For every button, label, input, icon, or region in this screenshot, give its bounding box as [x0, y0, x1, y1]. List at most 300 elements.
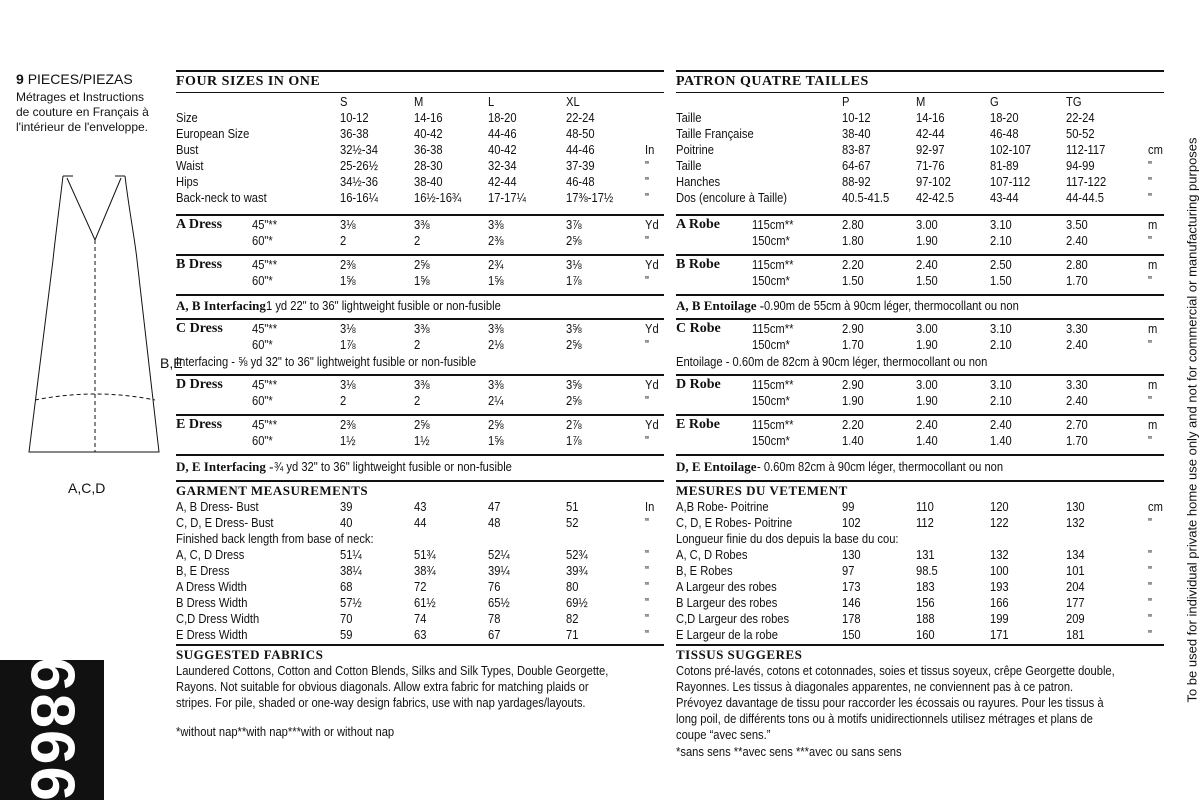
yardage-value: 2.40	[990, 417, 1012, 432]
garment-value: 134	[1066, 547, 1085, 562]
garment-value: 51	[566, 499, 579, 514]
fabrics-title: SUGGESTED FABRICS	[176, 647, 324, 662]
garment-value: 51¼	[340, 547, 362, 562]
yardage-unit: "	[645, 433, 649, 448]
yardage-value: 2¼	[488, 393, 504, 408]
view-label-be: B,E	[160, 355, 183, 371]
yardage-value: 3⅜	[488, 377, 504, 392]
garment-label: A, C, D Dress	[176, 547, 245, 562]
measure-value: 32½-34	[340, 142, 378, 157]
measure-value: 16-16¼	[340, 190, 378, 205]
garment-value: 102	[842, 515, 861, 530]
measure-label: Taille	[676, 158, 702, 173]
yardage-unit: "	[1148, 433, 1152, 448]
garment-value: 122	[990, 515, 1009, 530]
measure-value: 88-92	[842, 174, 871, 189]
garment-value: 40	[340, 515, 353, 530]
yardage-unit: m	[1148, 417, 1158, 432]
garment-unit: "	[645, 627, 649, 642]
footnote: *sans sens **avec sens ***avec ou sans sens	[676, 744, 902, 759]
yardage-value: 3⅛	[566, 257, 582, 272]
measure-value: 14-16	[916, 110, 945, 125]
yardage-value: 3.50	[1066, 217, 1088, 232]
measure-value: 40-42	[488, 142, 517, 157]
english-top-rule	[176, 70, 664, 72]
yardage-unit: Yd	[645, 377, 659, 392]
yardage-value: 2⅜	[340, 417, 356, 432]
garment-value: 59	[340, 627, 353, 642]
yardage-value: 2⅛	[488, 337, 504, 352]
yardage-value: 2.90	[842, 321, 864, 336]
garment-unit: "	[645, 563, 649, 578]
yardage-unit: "	[645, 393, 649, 408]
french-block-rule	[676, 644, 1164, 646]
fabric-width: 45"**	[252, 321, 278, 336]
garment-unit: "	[645, 579, 649, 594]
yardage-unit: "	[645, 273, 649, 288]
french-title-rule	[676, 92, 1164, 93]
fabrics-line: Rayonnes. Les tissus à diagonales apparentes, ne conviennent pas à ce patron.	[676, 679, 1074, 694]
size-header: M	[916, 94, 926, 109]
measure-value: 48-50	[566, 126, 595, 141]
measure-value: 107-112	[990, 174, 1031, 189]
size-header: XL	[566, 94, 580, 109]
garment-unit: "	[1148, 611, 1152, 626]
size-header: G	[990, 94, 999, 109]
garment-unit: "	[1148, 563, 1152, 578]
garment-value: 39¾	[566, 563, 588, 578]
garment-value: 44	[414, 515, 427, 530]
yardage-value: 2	[414, 337, 421, 352]
measure-value: 36-38	[340, 126, 369, 141]
size-header: L	[488, 94, 495, 109]
measure-label: Dos (encolure à Taille)	[676, 190, 788, 205]
yardage-value: 2¾	[488, 257, 504, 272]
fabric-width: 115cm**	[752, 377, 794, 392]
measure-value: 32-34	[488, 158, 517, 173]
garment-value: 132	[990, 547, 1009, 562]
measure-value: 18-20	[488, 110, 517, 125]
yardage-value: 2.10	[990, 337, 1012, 352]
yardage-unit: m	[1148, 377, 1158, 392]
measure-value: 117-122	[1066, 174, 1107, 189]
measure-label: Hips	[176, 174, 199, 189]
yardage-value: 1.90	[916, 393, 938, 408]
pattern-number-badge	[0, 657, 104, 803]
garment-unit: "	[1148, 515, 1152, 530]
fabric-block-label: C Robe	[676, 321, 721, 336]
measure-value: 38-40	[414, 174, 443, 189]
garment-value: 39	[340, 499, 353, 514]
interfacing-text: 1 yd 22" to 36" lightweight fusible or non-fusible	[265, 298, 501, 313]
measure-value: 83-87	[842, 142, 871, 157]
measure-unit: cm	[1148, 142, 1163, 157]
yardage-value: 1⅝	[488, 273, 504, 288]
garment-value: 61½	[414, 595, 436, 610]
measure-value: 38-40	[842, 126, 871, 141]
footnote: *without nap**with nap***with or without nap	[176, 724, 395, 739]
garment-value: 68	[340, 579, 353, 594]
garment-value: 146	[842, 595, 861, 610]
yardage-value: 2⅝	[488, 417, 504, 432]
garment-value: 48	[488, 515, 501, 530]
garment-label: B Dress Width	[176, 595, 248, 610]
garment-value: 150	[842, 627, 861, 642]
measure-value: 40.5-41.5	[842, 190, 890, 205]
garment-value: 57½	[340, 595, 362, 610]
garment-value: 70	[340, 611, 353, 626]
yardage-value: 1.90	[916, 337, 938, 352]
garment-value: 199	[990, 611, 1009, 626]
yardage-value: 2⅜	[340, 257, 356, 272]
yardage-value: 1½	[414, 433, 430, 448]
measure-value: 46-48	[566, 174, 595, 189]
yardage-value: 1.70	[1066, 273, 1088, 288]
yardage-value: 3⅝	[566, 377, 582, 392]
fabric-block-label: E Robe	[676, 417, 720, 432]
yardage-value: 1.80	[842, 233, 864, 248]
garment-value: 47	[488, 499, 501, 514]
measure-label: Size	[176, 110, 198, 125]
yardage-value: 2.20	[842, 257, 864, 272]
pattern-number: 6866	[17, 657, 87, 803]
garment-value: 78	[488, 611, 501, 626]
dress-technical-drawing	[15, 170, 185, 470]
yardage-value: 3⅞	[566, 217, 582, 232]
size-header: S	[340, 94, 348, 109]
fabric-block-label: B Dress	[176, 257, 223, 272]
fabric-width: 115cm**	[752, 257, 794, 272]
size-header: P	[842, 94, 850, 109]
garment-label: B Largeur des robes	[676, 595, 778, 610]
english-block-rule	[176, 318, 664, 320]
yardage-value: 1½	[340, 433, 356, 448]
yardage-value: 1.50	[842, 273, 864, 288]
garment-value: 130	[1066, 499, 1085, 514]
garment-value: 39¼	[488, 563, 510, 578]
fabrics-title: TISSUS SUGGERES	[676, 647, 803, 662]
yardage-value: 2⅝	[566, 393, 582, 408]
garment-value: 112	[916, 515, 934, 530]
garment-value: 52	[566, 515, 579, 530]
garment-value: 67	[488, 627, 501, 642]
yardage-unit: Yd	[645, 417, 659, 432]
fabric-width: 45"**	[252, 377, 278, 392]
french-note-line: l'intérieur de l'enveloppe.	[16, 120, 148, 134]
garment-value: 99	[842, 499, 855, 514]
section-title: FOUR SIZES IN ONE	[176, 74, 321, 89]
garment-value: 101	[1066, 563, 1085, 578]
usage-disclaimer: To be used for individual private home use only and not for commercial or manufacturing purposes	[1184, 137, 1200, 703]
yardage-unit: "	[645, 233, 649, 248]
measure-label: Waist	[176, 158, 204, 173]
yardage-unit: m	[1148, 257, 1158, 272]
yardage-value: 1⅝	[340, 273, 356, 288]
garment-label: C, D, E Dress- Bust	[176, 515, 274, 530]
yardage-value: 1.50	[990, 273, 1012, 288]
garment-value: 183	[916, 579, 935, 594]
fabrics-line: Laundered Cottons, Cotton and Cotton Blends, Silks and Silk Types, Double Georgette,	[176, 663, 609, 678]
garment-value: 65½	[488, 595, 510, 610]
measure-label: Taille Française	[676, 126, 754, 141]
english-block-rule	[176, 644, 664, 646]
measure-value: 17-17¼	[488, 190, 526, 205]
yardage-value: 3⅛	[340, 321, 356, 336]
garment-value: 204	[1066, 579, 1085, 594]
yardage-unit: "	[1148, 233, 1152, 248]
yardage-value: 1.90	[916, 233, 938, 248]
interfacing-text: 0.90m de 55cm à 90cm léger, thermocollant ou non	[764, 298, 1019, 313]
yardage-value: 1⅞	[566, 273, 582, 288]
french-block-rule	[676, 454, 1164, 456]
french-note	[16, 90, 149, 135]
english-block-rule	[176, 454, 664, 456]
garment-value: 160	[916, 627, 935, 642]
english-title-rule	[176, 92, 664, 93]
fabric-block-label: D Dress	[176, 377, 223, 392]
garment-label: A,B Robe- Poitrine	[676, 499, 769, 514]
measure-value: 94-99	[1066, 158, 1095, 173]
fabrics-line: Prévoyez davantage de tissu pour raccorder les écossais ou rayures. Pour les tissus à	[676, 695, 1104, 710]
measure-unit: "	[645, 174, 649, 189]
measure-label: Hanches	[676, 174, 721, 189]
view-label-acd: A,C,D	[68, 480, 106, 496]
garment-value: 120	[990, 499, 1009, 514]
yardage-value: 1⅝	[414, 273, 430, 288]
french-note-line: de couture en Français à	[16, 105, 149, 119]
fabric-width: 60"*	[252, 393, 273, 408]
yardage-unit: "	[645, 337, 649, 352]
size-header: M	[414, 94, 424, 109]
french-note-line: Métrages et Instructions	[16, 90, 145, 104]
garment-title: MESURES DU VETEMENT	[676, 483, 848, 498]
fabric-width: 60"*	[252, 273, 273, 288]
garment-value: 110	[916, 499, 934, 514]
measure-value: 44-46	[566, 142, 595, 157]
garment-value: 98.5	[916, 563, 938, 578]
garment-value: 188	[916, 611, 935, 626]
french-block-rule	[676, 480, 1164, 482]
yardage-value: 2.70	[1066, 417, 1088, 432]
measure-value: 14-16	[414, 110, 443, 125]
garment-value: 171	[990, 627, 1009, 642]
measure-label: Bust	[176, 142, 199, 157]
measure-value: 18-20	[990, 110, 1019, 125]
measure-value: 50-52	[1066, 126, 1095, 141]
fabric-width: 150cm*	[752, 233, 790, 248]
yardage-value: 2⅝	[414, 257, 430, 272]
measure-value: 17⅜-17½	[566, 190, 614, 205]
measure-label: Back-neck to wast	[176, 190, 267, 205]
garment-value: 80	[566, 579, 579, 594]
garment-value: 38¼	[340, 563, 362, 578]
garment-label: C,D Dress Width	[176, 611, 260, 626]
garment-value: 43	[414, 499, 427, 514]
measure-unit: "	[1148, 174, 1152, 189]
fabric-block-label: E Dress	[176, 417, 223, 432]
yardage-value: 3⅜	[414, 321, 430, 336]
french-block-rule	[676, 318, 1164, 320]
garment-value: 74	[414, 611, 427, 626]
yardage-value: 2⅝	[566, 337, 582, 352]
measure-value: 44-46	[488, 126, 517, 141]
measure-value: 16½-16¾	[414, 190, 462, 205]
garment-unit: "	[645, 547, 649, 562]
section-title: PATRON QUATRE TAILLES	[676, 74, 869, 89]
measure-value: 71-76	[916, 158, 945, 173]
measure-value: 36-38	[414, 142, 443, 157]
english-block-rule	[176, 254, 664, 256]
measure-unit: In	[645, 142, 655, 157]
measure-unit: "	[1148, 158, 1152, 173]
french-block-rule	[676, 414, 1164, 416]
yardage-value: 3.00	[916, 377, 938, 392]
measure-value: 43-44	[990, 190, 1019, 205]
measure-label: European Size	[176, 126, 250, 141]
garment-value: 130	[842, 547, 861, 562]
garment-value: 193	[990, 579, 1009, 594]
de-interfacing	[176, 458, 550, 476]
garment-unit: In	[645, 499, 655, 514]
measure-value: 112-117	[1066, 142, 1106, 157]
garment-unit: cm	[1148, 499, 1163, 514]
size-header: TG	[1066, 94, 1082, 109]
yardage-value: 3⅝	[566, 321, 582, 336]
pieces-label: PIECES/PIEZAS	[27, 71, 133, 87]
garment-value: 38¾	[414, 563, 436, 578]
yardage-value: 2.40	[1066, 233, 1088, 248]
fabrics-line: Cotons pré-lavés, cotons et cotonnades, soies et tissus soyeux, crêpe Georgette double,	[676, 663, 1115, 678]
interfacing-label: D, E Interfacing -	[176, 459, 274, 474]
garment-value: 69½	[566, 595, 588, 610]
yardage-value: 2.90	[842, 377, 864, 392]
interfacing-label: A, B Entoilage -	[676, 298, 765, 313]
c-interfacing: Interfacing - ⅝ yd 32" to 36" lightweight fusible or non-fusible	[176, 354, 477, 369]
fabrics-line: Rayons. Not suitable for obvious diagonals. Allow extra fabric for matching plaids or	[176, 679, 589, 694]
garment-label: C, D, E Robes- Poitrine	[676, 515, 793, 530]
garment-value: 76	[488, 579, 501, 594]
english-block-rule	[176, 214, 664, 216]
measure-unit: "	[645, 158, 649, 173]
fabric-width: 60"*	[252, 337, 273, 352]
yardage-value: 2.80	[842, 217, 864, 232]
interfacing-text: - 0.60m 82cm à 90cm léger, thermocollant ou non	[756, 459, 1003, 474]
yardage-unit: Yd	[645, 321, 659, 336]
english-block-rule	[176, 294, 664, 296]
yardage-unit: m	[1148, 321, 1158, 336]
french-top-rule	[676, 70, 1164, 72]
interfacing-label: D, E Entoilage	[676, 459, 757, 474]
measure-value: 28-30	[414, 158, 443, 173]
measure-value: 22-24	[566, 110, 595, 125]
yardage-value: 2	[340, 233, 347, 248]
garment-unit: "	[1148, 595, 1152, 610]
yardage-value: 2⅝	[414, 417, 430, 432]
garment-unit: "	[645, 611, 649, 626]
yardage-value: 3⅜	[414, 377, 430, 392]
garment-label: B, E Robes	[676, 563, 733, 578]
measure-value: 42-44	[488, 174, 517, 189]
measure-value: 44-44.5	[1066, 190, 1104, 205]
fabrics-line: coupe “avec sens.”	[676, 727, 771, 742]
yardage-value: 2	[340, 393, 347, 408]
measure-value: 10-12	[842, 110, 871, 125]
yardage-unit: m	[1148, 217, 1158, 232]
garment-label: Longueur finie du dos depuis la base du cou:	[676, 531, 899, 546]
measure-label: Poitrine	[676, 142, 714, 157]
garment-value: 173	[842, 579, 861, 594]
yardage-value: 3.10	[990, 217, 1012, 232]
measure-value: 42-42.5	[916, 190, 954, 205]
yardage-value: 1.40	[842, 433, 864, 448]
yardage-value: 2.40	[1066, 337, 1088, 352]
fabric-block-label: A Robe	[676, 217, 720, 232]
measure-unit: "	[645, 190, 649, 205]
fabric-width: 115cm**	[752, 217, 794, 232]
garment-label: A, C, D Robes	[676, 547, 748, 562]
interfacing-text: ¾ yd 32" to 36" lightweight fusible or non-fusible	[273, 459, 512, 474]
measure-value: 37-39	[566, 158, 595, 173]
yardage-value: 2⅞	[566, 417, 582, 432]
french-block-rule	[676, 254, 1164, 256]
pieces-count: 9	[16, 71, 24, 87]
garment-label: A Largeur des robes	[676, 579, 777, 594]
yardage-unit: "	[1148, 337, 1152, 352]
yardage-value: 2⅝	[566, 233, 582, 248]
yardage-value: 1⅞	[566, 433, 582, 448]
yardage-value: 2.40	[916, 417, 938, 432]
measure-value: 34½-36	[340, 174, 378, 189]
garment-value: 63	[414, 627, 427, 642]
yardage-value: 2.80	[1066, 257, 1088, 272]
garment-value: 132	[1066, 515, 1085, 530]
interfacing-label: A, B Interfacing	[176, 298, 266, 313]
yardage-value: 3.30	[1066, 377, 1088, 392]
garment-value: 131	[916, 547, 935, 562]
measure-value: 25-26½	[340, 158, 378, 173]
yardage-value: 2.10	[990, 233, 1012, 248]
yardage-value: 1⅞	[340, 337, 356, 352]
french-block-rule	[676, 294, 1164, 296]
yardage-value: 2.20	[842, 417, 864, 432]
yardage-unit: Yd	[645, 217, 659, 232]
measure-value: 92-97	[916, 142, 945, 157]
fabric-width: 115cm**	[752, 417, 794, 432]
english-block-rule	[176, 480, 664, 482]
measure-value: 46-48	[990, 126, 1019, 141]
pieces-heading	[16, 72, 133, 87]
measure-value: 10-12	[340, 110, 369, 125]
ab-interfacing	[676, 297, 1060, 315]
yardage-value: 3.00	[916, 321, 938, 336]
yardage-value: 2⅜	[488, 233, 504, 248]
garment-unit: "	[645, 515, 649, 530]
garment-unit: "	[1148, 627, 1152, 642]
yardage-value: 2	[414, 233, 421, 248]
yardage-value: 2.40	[1066, 393, 1088, 408]
english-block-rule	[176, 374, 664, 376]
french-block-rule	[676, 214, 1164, 216]
yardage-value: 3⅜	[488, 217, 504, 232]
fabric-width: 45"**	[252, 417, 278, 432]
garment-value: 166	[990, 595, 1009, 610]
garment-unit: "	[1148, 547, 1152, 562]
fabric-width: 150cm*	[752, 337, 790, 352]
yardage-value: 1.70	[842, 337, 864, 352]
garment-label: A Dress Width	[176, 579, 247, 594]
fabric-block-label: A Dress	[176, 217, 223, 232]
yardage-value: 1.40	[990, 433, 1012, 448]
